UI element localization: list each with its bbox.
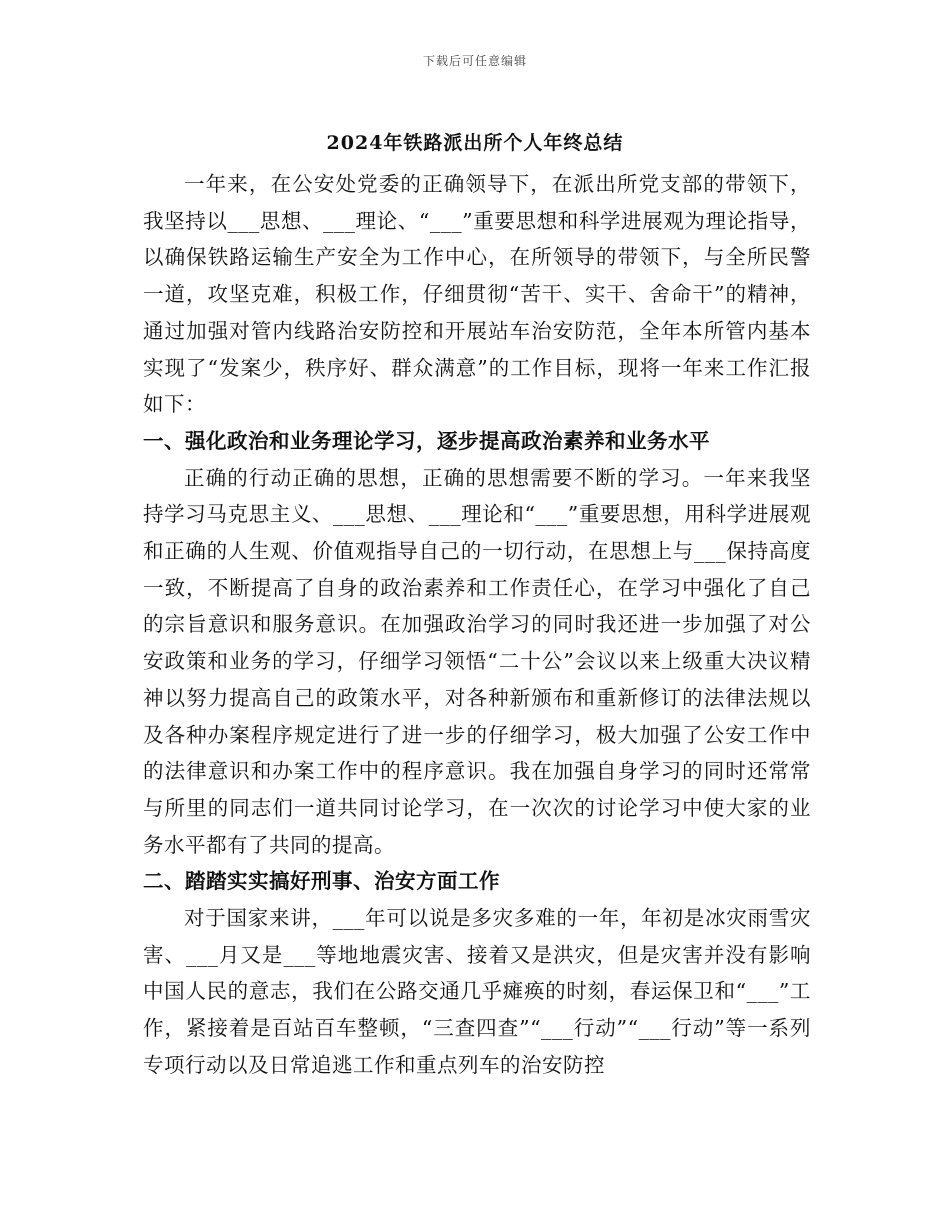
section-heading-1: 一、强化政治和业务理论学习，逐步提高政治素养和业务水平 xyxy=(143,428,710,453)
section-heading-2: 二、踏踏实实搞好刑事、治安方面工作 xyxy=(143,869,500,894)
document-body xyxy=(143,166,811,1084)
document-title: 2024年铁路派出所个人年终总结 xyxy=(326,132,624,154)
paragraph-intro: 一年来，在公安处党委的正确领导下，在派出所党支部的带领下，我坚持以___思想、___理论、“___”重要思想和科学进展观为理论指导，以确保铁路运输生产安全为工作中心，在所领导的带领下，与全所民警一道，攻坚克难，积极工作，仔细贯彻“苦干、实干、舍命干”的精神，通过加强对管内线路治安防控和开展站车治安防范，全年本所管内基本实现了“发案少，秩序好、群众满意”的工作目标，现将一年来工作汇报如下： xyxy=(143,172,811,417)
paragraph-section-1: 正确的行动正确的思想，正确的思想需要不断的学习。一年来我坚持学习马克思主义、___思想、___理论和“___”重要思想，用科学进展观和正确的人生观、价值观指导自己的一切行动，在思想上与___保持高度一致，不断提高了自身的政治素养和工作责任心，在学习中强化了自己的宗旨意识和服务意识。在加强政治学习的同时我还进一步加强了对公安政策和业务的学习，仔细学习领悟“二十公”会议以来上级重大决议精神以努力提高自己的政策水平，对各种新颁布和重新修订的法律法规以及各种办案程序规定进行了进一步的仔细学习，极大加强了公安工作中的法律意识和办案工作中的程序意识。我在加强自身学习的同时还常常与所里的同志们一道共同讨论学习，在一次次的讨论学习中使大家的业务水平都有了共同的提高。 xyxy=(143,465,811,857)
paragraph-section-2: 对于国家来讲，___年可以说是多灾多难的一年，年初是冰灾雨雪灾害、___月又是___等地地震灾害、接着又是洪灾，但是灾害并没有影响中国人民的意志，我们在公路交通几乎瘫痪的时刻，春运保卫和“___”工作，紧接着是百站百车整顿，“三查四查”“___行动”“___行动”等一系列专项行动以及日常追逃工作和重点列车的治安防控 xyxy=(143,906,811,1077)
header-note: 下载后可任意编辑 xyxy=(422,54,527,68)
